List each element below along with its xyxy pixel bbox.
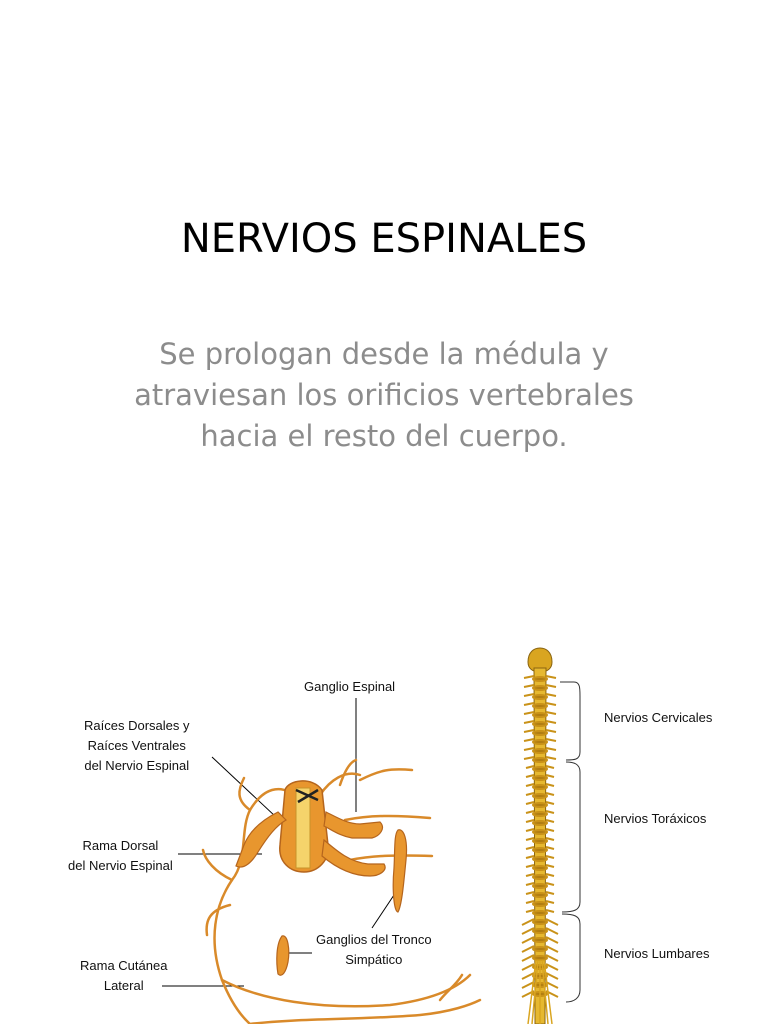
label-raices-line-3: del Nervio Espinal — [84, 758, 190, 773]
label-nervios-cervicales: Nervios Cervicales — [604, 710, 713, 725]
slide-subtitle — [84, 334, 684, 457]
vertebra-segment — [533, 911, 547, 915]
vertebra-segment — [533, 956, 547, 960]
vertebra-segment — [533, 875, 547, 879]
vertebra-segment — [533, 722, 547, 726]
vertebra-segment — [533, 749, 547, 753]
vertebra-segment — [533, 686, 547, 690]
vertebra-segment — [533, 830, 547, 834]
spinal-cord-illustration — [500, 640, 610, 1024]
label-rama-cutanea-line-2: Lateral — [103, 978, 144, 993]
vertebra-segment — [533, 893, 547, 897]
label-rama-dorsal-line-1: Rama Dorsal — [82, 838, 159, 853]
label-nervios-lumbares: Nervios Lumbares — [604, 946, 710, 961]
vertebra-segment — [533, 902, 547, 906]
slide-title: NERVIOS ESPINALES — [180, 216, 588, 262]
vertebra-segment — [533, 812, 547, 816]
vertebra-segment — [533, 740, 547, 744]
vertebra-segment — [533, 884, 547, 888]
label-ganglios-tronco-line-1: Ganglios del Tronco — [316, 932, 432, 947]
label-ganglios-tronco — [316, 930, 432, 970]
vertebra-segment — [533, 731, 547, 735]
label-rama-cutanea — [80, 956, 167, 996]
vertebra-segment — [533, 803, 547, 807]
label-ganglios-tronco-line-2: Simpático — [345, 952, 403, 967]
vertebra-segment — [533, 704, 547, 708]
vertebra-segment — [533, 947, 547, 951]
vertebra-segment — [533, 839, 547, 843]
vertebra-segment — [533, 920, 547, 924]
vertebra-segment — [533, 713, 547, 717]
vertebra-segment — [533, 785, 547, 789]
vertebra-segment — [533, 866, 547, 870]
label-raices — [84, 716, 189, 776]
label-nervios-toraxicos: Nervios Toráxicos — [604, 811, 707, 826]
vertebra-segment — [533, 821, 547, 825]
vertebra-segment — [533, 929, 547, 933]
vertebra-segment — [533, 695, 547, 699]
vertebra-segment — [533, 776, 547, 780]
label-raices-line-2: Raíces Ventrales — [87, 738, 186, 753]
vertebra-segment — [533, 938, 547, 942]
label-rama-dorsal — [68, 836, 173, 876]
label-raices-line-1: Raíces Dorsales y — [84, 718, 190, 733]
vertebra-segment — [533, 857, 547, 861]
subtitle-line-2: atraviesan los orificios vertebrales — [134, 378, 634, 412]
vertebra-segment — [533, 758, 547, 762]
subtitle-line-1: Se prologan desde la médula y — [159, 337, 609, 371]
label-rama-cutanea-line-1: Rama Cutánea — [80, 958, 168, 973]
subtitle-line-3: hacia el resto del cuerpo. — [200, 419, 568, 453]
label-ganglio-espinal: Ganglio Espinal — [304, 679, 396, 694]
vertebra-segment — [533, 794, 547, 798]
vertebra-segment — [533, 767, 547, 771]
vertebra-segment — [533, 677, 547, 681]
label-rama-dorsal-line-2: del Nervio Espinal — [68, 858, 173, 873]
vertebra-segment — [533, 848, 547, 852]
